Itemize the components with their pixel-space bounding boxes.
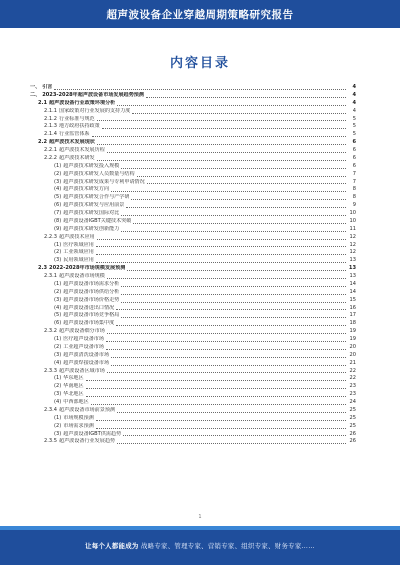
- footer-slogan-lead: 让每个人都能成为: [85, 542, 139, 550]
- toc-entry-label: 超声波技术研发创新能力: [63, 225, 120, 232]
- toc-entry[interactable]: [30, 131, 356, 139]
- toc-entry-page: 17: [349, 312, 356, 319]
- toc-entry-page: 23: [349, 383, 356, 390]
- toc-entry-page: 6: [352, 147, 356, 153]
- toc-dot-leader: [97, 239, 346, 240]
- toc-entry-label: 超声波技术研发方向: [63, 186, 110, 193]
- toc-dot-leader: [121, 215, 346, 216]
- toc-entry-number: (5): [54, 194, 62, 201]
- toc-entry[interactable]: [30, 281, 356, 289]
- toc-entry-number: (4): [54, 304, 62, 311]
- toc-dot-leader: [147, 183, 346, 184]
- toc-entry-number: 2.1.3: [44, 123, 57, 130]
- toc-entry[interactable]: [30, 407, 356, 415]
- toc-entry-label: 医疗超声设备市场: [63, 336, 104, 342]
- toc-entry-number: 一、: [30, 84, 41, 90]
- toc-entry-number: (7): [54, 210, 62, 216]
- toc-entry-label: 超声波设备区域市场: [58, 367, 105, 374]
- toc-entry-number: (3): [54, 391, 62, 398]
- toc-entry-label: 超声波技术应用: [58, 233, 95, 240]
- toc-dot-leader: [106, 349, 346, 350]
- toc-entry-page: 12: [349, 233, 356, 240]
- toc-entry-page: 7: [352, 170, 356, 177]
- toc-dot-leader: [107, 152, 346, 153]
- toc-entry[interactable]: [30, 84, 356, 92]
- toc-entry[interactable]: [30, 92, 356, 100]
- toc-dot-leader: [133, 223, 346, 224]
- toc-entry[interactable]: [30, 100, 356, 108]
- toc-dot-leader: [96, 246, 346, 247]
- toc-entry-number: 二、: [30, 91, 41, 98]
- toc-entry[interactable]: [30, 344, 356, 352]
- toc-entry[interactable]: [30, 147, 356, 155]
- toc-dot-leader: [107, 372, 346, 373]
- toc-entry-label: 超声波技术发展历程: [58, 147, 105, 153]
- toc-entry-label: 超声波技术研发投入规模: [63, 162, 120, 169]
- toc-entry[interactable]: [30, 202, 356, 210]
- toc-entry-number: 2.1.2: [44, 115, 57, 122]
- toc-entry-number: (3): [54, 296, 62, 303]
- toc-entry[interactable]: [30, 139, 356, 147]
- toc-entry-label: 超声波设备市场竞争格局: [63, 312, 120, 319]
- toc-entry-page: 4: [352, 84, 356, 90]
- toc-entry[interactable]: [30, 234, 356, 242]
- toc-entry-page: 6: [352, 162, 356, 169]
- toc-dot-leader: [117, 412, 346, 413]
- toc-entry-page: 22: [349, 367, 356, 374]
- toc-dot-leader: [97, 120, 346, 121]
- toc-entry-label: 超声波焊接设备市场: [63, 359, 110, 366]
- toc-entry-number: (9): [54, 225, 62, 232]
- toc-entry[interactable]: [30, 171, 356, 179]
- toc-dot-leader: [127, 270, 346, 271]
- header-band: [0, 0, 400, 28]
- toc-entry-number: (1): [54, 375, 62, 382]
- toc-entry-number: (4): [54, 399, 62, 405]
- page-number: 1: [198, 514, 202, 520]
- toc-entry-page: 13: [349, 273, 356, 279]
- toc-entry-page: 6: [352, 154, 356, 161]
- toc-entry-number: (3): [54, 430, 62, 437]
- toc-entry[interactable]: [30, 399, 356, 407]
- toc-entry[interactable]: [30, 218, 356, 226]
- toc-dot-leader: [92, 136, 346, 137]
- toc-entry[interactable]: [30, 265, 356, 273]
- toc-dot-leader: [121, 286, 346, 287]
- toc-entry-label: 医疗领域应用: [63, 241, 94, 248]
- toc-entry[interactable]: [30, 415, 356, 423]
- footer-slogan: [0, 541, 400, 550]
- report-title: 超声波设备企业穿越周期策略研究报告: [106, 8, 294, 21]
- toc-entry[interactable]: [30, 163, 356, 171]
- toc-entry-label: 超声波技术研发: [58, 154, 95, 161]
- toc-entry-page: 9: [352, 202, 356, 209]
- toc-entry-number: (1): [54, 241, 62, 248]
- toc-entry-page: 25: [349, 406, 356, 413]
- toc-entry-page: 19: [349, 328, 356, 335]
- toc-entry-number: (3): [54, 351, 62, 358]
- toc-dot-leader: [117, 443, 346, 444]
- toc-entry-label: 超声波设备市场供给分析: [63, 288, 120, 295]
- toc-dot-leader: [96, 254, 346, 255]
- toc-entry-label: 2022-2028年市场规模发展预测: [49, 265, 126, 272]
- toc-dot-leader: [116, 325, 346, 326]
- toc-entry-number: 2.3.4: [44, 406, 57, 413]
- toc-entry-label: 超声波技术研发与应用前景: [63, 202, 125, 209]
- toc-entry-label: 工业领域应用: [63, 249, 94, 256]
- toc-entry-label: 超声波设备市场集中度: [63, 320, 115, 327]
- toc-dot-leader: [91, 404, 346, 405]
- toc-entry-page: 5: [352, 131, 356, 138]
- toc-entry-number: (2): [54, 422, 62, 429]
- toc-entry-page: 11: [349, 225, 356, 232]
- toc-title: 内容目录: [169, 56, 230, 71]
- toc-dot-leader: [86, 396, 346, 397]
- toc-entry-page: 16: [349, 304, 356, 311]
- toc-entry-label: 民用领域应用: [63, 257, 94, 264]
- toc-entry-number: (2): [54, 249, 62, 256]
- toc-entry-label: 超声波设备市场需求分析: [63, 280, 120, 287]
- toc-entry[interactable]: [30, 194, 356, 202]
- toc-entry-label: 超声波技术研发成果与专利申请情况: [63, 178, 145, 185]
- toc-entry-number: 2.3: [38, 265, 48, 272]
- toc-entry[interactable]: [30, 179, 356, 187]
- toc-dot-leader: [97, 160, 346, 161]
- footer-slogan-tail: 战略专家、管理专家、营销专家、组织专家、财务专家……: [140, 542, 315, 550]
- toc-entry-number: 2.1.1: [44, 107, 57, 114]
- toc-entry-page: 18: [349, 320, 356, 327]
- toc-entry-page: 4: [352, 91, 356, 98]
- toc-dot-leader: [131, 199, 346, 200]
- toc-entry[interactable]: [30, 186, 356, 194]
- toc-entry-label: 超声波技术研发人员数量与结构: [63, 170, 135, 177]
- toc-entry-page: 13: [348, 265, 356, 272]
- toc-entry[interactable]: [30, 155, 356, 163]
- toc-dot-leader: [111, 191, 346, 192]
- toc-entry-number: (3): [54, 257, 62, 264]
- toc-entry-number: 2.2: [38, 139, 48, 146]
- toc-dot-leader: [121, 302, 346, 303]
- toc-entry-number: (2): [54, 343, 62, 350]
- toc-dot-leader: [54, 89, 346, 90]
- toc-entry-number: 2.2.2: [44, 154, 57, 161]
- toc-entry-label: 华南地区: [63, 383, 84, 390]
- toc-entry-page: 25: [349, 414, 356, 421]
- toc-entry-number: 2.3.2: [44, 328, 57, 335]
- toc-entry-number: (8): [54, 217, 62, 224]
- toc-dot-leader: [86, 380, 346, 381]
- toc-dot-leader: [97, 144, 346, 145]
- toc-entry-label: 引言: [42, 84, 53, 90]
- toc-dot-leader: [107, 278, 346, 279]
- toc-entry-label: 工业超声设备市场: [63, 343, 104, 350]
- toc-entry-page: 22: [349, 375, 356, 382]
- toc-entry[interactable]: [30, 423, 356, 431]
- toc-entry-label: 超声波设备IGBT关键技术突破: [63, 217, 132, 224]
- toc-entry-number: (1): [54, 162, 62, 169]
- toc-dot-leader: [137, 176, 346, 177]
- toc-entry-label: 超声波设备细分市场: [58, 328, 105, 335]
- toc-entry-page: 7: [352, 178, 356, 185]
- toc-entry[interactable]: [30, 383, 356, 391]
- toc-entry[interactable]: [30, 108, 356, 116]
- toc-entry[interactable]: [30, 273, 356, 281]
- toc-entry-label: 超声波清洗设备市场: [63, 351, 110, 358]
- toc-entry-page: 12: [349, 249, 356, 256]
- toc-entry[interactable]: [30, 336, 356, 344]
- table-of-contents: [30, 84, 356, 511]
- toc-entry-page: 20: [349, 351, 356, 358]
- toc-entry-label: 地方政府扶持政策: [58, 123, 100, 130]
- toc-dot-leader: [126, 207, 346, 208]
- toc-entry-page: 26: [349, 438, 356, 445]
- toc-dot-leader: [117, 105, 346, 106]
- toc-entry-number: 2.3.3: [44, 367, 57, 374]
- toc-entry-page: 24: [349, 399, 356, 405]
- toc-entry-label: 行业标准与规范: [58, 115, 95, 122]
- toc-entry-number: (3): [54, 178, 62, 185]
- toc-entry-page: 8: [352, 194, 356, 201]
- toc-entry[interactable]: [30, 368, 356, 376]
- toc-dot-leader: [96, 420, 346, 421]
- toc-entry-page: 13: [349, 257, 356, 264]
- toc-entry[interactable]: [30, 320, 356, 328]
- toc-entry[interactable]: [30, 305, 356, 313]
- toc-entry[interactable]: [30, 226, 356, 234]
- toc-entry-number: (5): [54, 312, 62, 319]
- toc-entry-label: 市场规模预测: [63, 414, 94, 421]
- toc-entry-page: 6: [352, 139, 356, 146]
- toc-dot-leader: [121, 317, 346, 318]
- toc-entry[interactable]: [30, 123, 356, 131]
- toc-entry-number: 2.2.3: [44, 233, 57, 240]
- toc-entry-label: 超声波设备进出口情况: [63, 304, 115, 311]
- toc-entry[interactable]: [30, 352, 356, 360]
- toc-entry[interactable]: [30, 360, 356, 368]
- toc-entry-number: (1): [54, 280, 62, 287]
- toc-dot-leader: [96, 428, 346, 429]
- toc-dot-leader: [111, 365, 346, 366]
- toc-entry-label: 行业监管体系: [58, 131, 90, 138]
- toc-entry-page: 10: [349, 217, 356, 224]
- toc-entry-page: 8: [352, 186, 356, 193]
- toc-entry-label: 超声波设备市场规模: [58, 273, 105, 279]
- toc-entry-page: 21: [349, 359, 356, 366]
- toc-entry-label: 超声波技术研发国际对比: [63, 210, 120, 216]
- toc-dot-leader: [121, 294, 346, 295]
- toc-entry-number: (6): [54, 202, 62, 209]
- toc-entry[interactable]: [30, 375, 356, 383]
- toc-dot-leader: [106, 341, 346, 342]
- toc-entry[interactable]: [30, 391, 356, 399]
- toc-dot-leader: [86, 388, 346, 389]
- toc-entry-page: 10: [349, 210, 356, 216]
- toc-entry-number: (1): [54, 336, 62, 342]
- toc-entry[interactable]: [30, 210, 356, 218]
- toc-entry-label: 超声波设备市场价格走势: [63, 296, 120, 303]
- toc-dot-leader: [146, 97, 346, 98]
- toc-entry[interactable]: [30, 312, 356, 320]
- toc-entry-number: 2.1: [38, 99, 48, 106]
- toc-entry-page: 15: [349, 296, 356, 303]
- toc-entry-label: 国家政策对行业发展的支持力度: [58, 107, 131, 114]
- toc-entry[interactable]: [30, 328, 356, 336]
- toc-entry[interactable]: [30, 438, 356, 446]
- toc-entry[interactable]: [30, 289, 356, 297]
- toc-entry-page: 4: [352, 107, 356, 114]
- toc-entry-label: 中西部地区: [63, 399, 89, 405]
- toc-entry-label: 市场需求预测: [63, 422, 94, 429]
- toc-entry-page: 12: [349, 241, 356, 248]
- toc-entry[interactable]: [30, 249, 356, 257]
- toc-entry-page: 19: [349, 336, 356, 342]
- toc-entry-label: 超声波设备行业发展趋势: [58, 438, 116, 445]
- toc-dot-leader: [107, 333, 346, 334]
- toc-entry-label: 超声波技术研发合作与产学研: [63, 194, 130, 201]
- toc-entry-page: 5: [352, 115, 356, 122]
- toc-entry[interactable]: [30, 242, 356, 250]
- toc-entry-page: 23: [349, 391, 356, 398]
- toc-entry-page: 4: [352, 99, 356, 106]
- toc-entry[interactable]: [30, 116, 356, 124]
- toc-entry-page: 20: [349, 343, 356, 350]
- toc-entry-number: (4): [54, 186, 62, 193]
- toc-entry-label: 华东地区: [63, 375, 84, 382]
- toc-entry-label: 超声波设备市场前景预测: [58, 406, 116, 413]
- toc-entry[interactable]: [30, 431, 356, 439]
- toc-entry-page: 25: [349, 422, 356, 429]
- toc-entry-number: 2.1.4: [44, 131, 57, 138]
- toc-entry-page: 26: [349, 430, 356, 437]
- toc-dot-leader: [132, 113, 346, 114]
- toc-entry-page: 14: [349, 288, 356, 295]
- toc-entry-page: 5: [352, 123, 356, 130]
- toc-entry-number: (1): [54, 414, 62, 421]
- toc-entry-label: 超声波设备IGBT供需趋势: [63, 430, 122, 437]
- toc-entry[interactable]: [30, 297, 356, 305]
- toc-entry-label: 超声波技术发展现状: [49, 139, 95, 146]
- toc-dot-leader: [111, 357, 346, 358]
- toc-entry-label: 2023-2028年超声波设备市场发展趋势预测: [42, 91, 144, 98]
- toc-entry-number: 2.2.1: [44, 147, 57, 153]
- toc-entry-number: (6): [54, 320, 62, 327]
- toc-entry-number: (2): [54, 170, 62, 177]
- toc-entry-page: 14: [349, 280, 356, 287]
- toc-entry-number: 2.3.1: [44, 273, 57, 279]
- toc-entry[interactable]: [30, 257, 356, 265]
- toc-dot-leader: [121, 168, 346, 169]
- toc-dot-leader: [102, 128, 346, 129]
- toc-entry-label: 华北地区: [63, 391, 84, 398]
- toc-entry-number: (2): [54, 288, 62, 295]
- toc-dot-leader: [96, 262, 346, 263]
- toc-dot-leader: [116, 309, 346, 310]
- toc-dot-leader: [123, 435, 346, 436]
- toc-entry-number: (2): [54, 383, 62, 390]
- toc-dot-leader: [121, 231, 346, 232]
- toc-entry-number: (4): [54, 359, 62, 366]
- toc-entry-number: 2.3.5: [44, 438, 57, 445]
- toc-entry-label: 超声波设备行业政策环境分析: [49, 99, 116, 106]
